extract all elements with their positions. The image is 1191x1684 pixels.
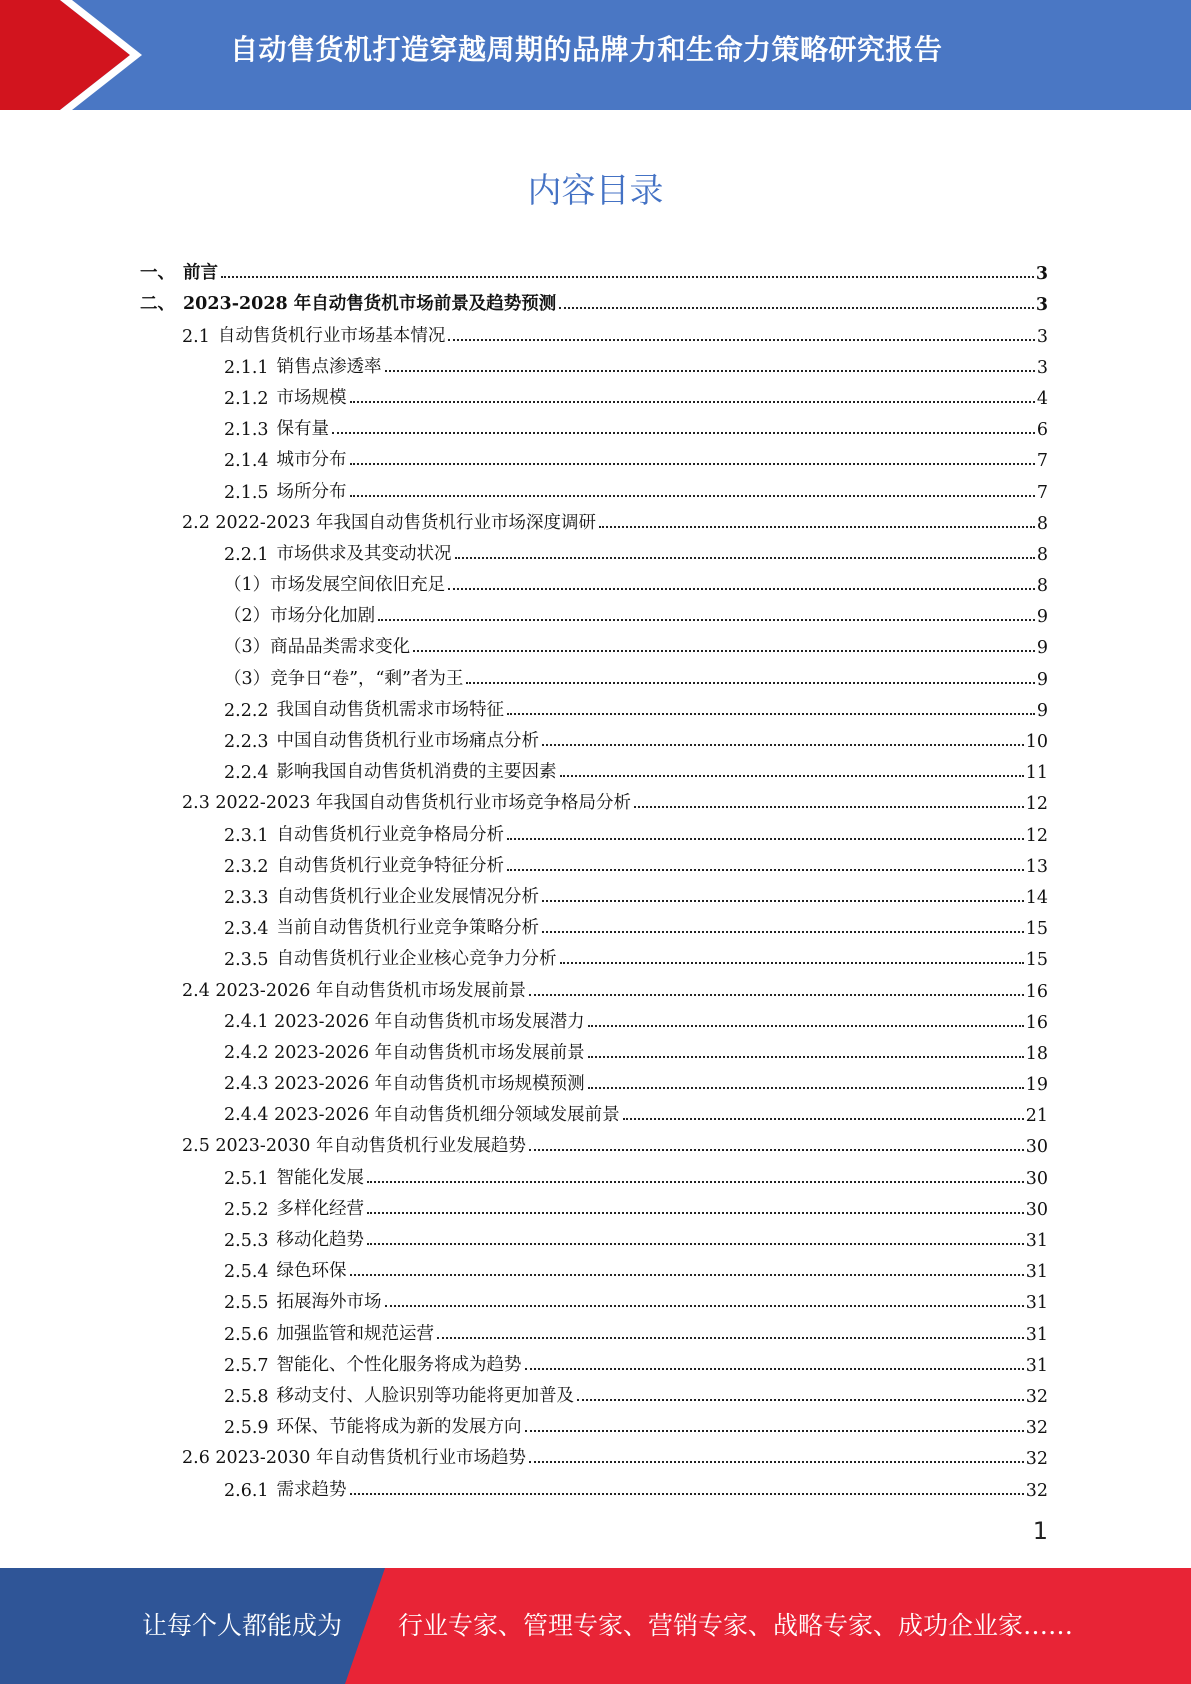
toc-entry-page: 15: [1025, 919, 1048, 940]
toc-dot-leader: [507, 713, 1035, 715]
toc-entry-number: 2.5.7: [224, 1355, 269, 1376]
toc-entry-page: 32: [1025, 1480, 1048, 1501]
toc-entry-page: 16: [1025, 981, 1048, 1002]
toc-dot-leader: [634, 806, 1024, 808]
toc-entry[interactable]: [140, 1345, 1048, 1376]
toc-dot-leader: [367, 1212, 1024, 1214]
toc-entry[interactable]: [140, 1033, 1048, 1064]
toc-entry-title: 移动化趋势: [276, 1230, 365, 1250]
toc-dot-leader: [623, 1118, 1024, 1120]
toc-entry-title: 2.4 2023-2026 年自动售货机市场发展前景: [182, 980, 526, 1001]
toc-entry[interactable]: [140, 1064, 1048, 1095]
toc-entry[interactable]: [140, 1220, 1048, 1251]
toc-entry-page: 9: [1036, 669, 1048, 690]
toc-dot-leader: [559, 307, 1034, 309]
toc-entry-number: 2.5.2: [224, 1199, 269, 1220]
toc-dot-leader: [529, 994, 1024, 996]
toc-entry-number: 2.3.4: [224, 919, 269, 940]
toc-entry[interactable]: [140, 970, 1048, 1001]
toc-entry-title: 2.4.4 2023-2026 年自动售货机细分领域发展前景: [224, 1105, 620, 1126]
toc-entry-number: 一、: [140, 263, 175, 284]
toc-dot-leader: [599, 526, 1035, 528]
toc-entry[interactable]: [140, 1189, 1048, 1220]
footer-slogan-left: 让每个人都能成为: [142, 1611, 343, 1640]
toc-entry-page: 10: [1025, 732, 1048, 752]
toc-entry-page: 4: [1036, 388, 1048, 409]
toc-entry[interactable]: [140, 1095, 1048, 1126]
toc-entry-page: 3: [1035, 264, 1048, 285]
report-title: 自动售货机打造穿越周期的品牌力和生命力策略研究报告: [230, 33, 943, 66]
toc-entry-page: 12: [1025, 825, 1048, 846]
toc-entry-title: 中国自动售货机行业市场痛点分析: [276, 731, 540, 751]
toc-entry[interactable]: [140, 534, 1048, 565]
toc-entry-title: （1）市场发展空间依旧充足: [224, 575, 446, 596]
toc-entry-number: 2.5.6: [224, 1324, 269, 1345]
toc-entry-title: 环保、节能将成为新的发展方向: [276, 1417, 522, 1438]
toc-entry-page: 32: [1025, 1449, 1048, 1470]
toc-entry-page: 31: [1025, 1293, 1048, 1314]
toc-entry-page: 3: [1036, 326, 1048, 347]
toc-entry[interactable]: [140, 1376, 1048, 1407]
toc-entry-number: 2.3.1: [224, 825, 269, 846]
toc-entry-number: 2.2.2: [224, 700, 269, 721]
toc-entry[interactable]: [140, 253, 1048, 284]
toc-entry-number: 2.5.1: [224, 1168, 269, 1189]
toc-entry-number: 2.3.2: [224, 856, 269, 877]
toc-dot-leader: [437, 1337, 1024, 1339]
toc-entry[interactable]: [140, 1407, 1048, 1438]
toc-entry-title: 影响我国自动售货机消费的主要因素: [276, 762, 557, 783]
toc-entry[interactable]: [140, 690, 1048, 721]
toc-entry-title: （2）市场分化加剧: [224, 606, 376, 627]
toc-dot-leader: [350, 401, 1035, 403]
toc-entry-page: 7: [1036, 482, 1048, 503]
toc-entry-title: 2.4.2 2023-2026 年自动售货机市场发展前景: [224, 1042, 585, 1063]
toc-entry[interactable]: [140, 315, 1048, 346]
toc-dot-leader: [413, 650, 1035, 652]
toc-dot-leader: [507, 869, 1024, 871]
toc-dot-leader: [332, 432, 1035, 434]
toc-entry-number: 2.1.5: [224, 482, 269, 503]
toc-entry-title: 2.4.1 2023-2026 年自动售货机市场发展潜力: [224, 1011, 585, 1032]
toc-entry-title: 当前自动售货机行业竞争策略分析: [276, 918, 540, 939]
toc-entry-title: 市场供求及其变动状况: [276, 543, 452, 564]
toc-dot-leader: [507, 838, 1024, 840]
toc-entry[interactable]: [140, 1002, 1048, 1033]
toc-entry-title: 移动支付、人脸识别等功能将更加普及: [276, 1385, 575, 1406]
toc-entry-title: 拓展海外市场: [276, 1292, 382, 1313]
toc-entry-number: 2.3.5: [224, 950, 269, 971]
toc-entry[interactable]: [140, 1313, 1048, 1344]
toc-dot-leader: [367, 1243, 1024, 1245]
toc-dot-leader: [350, 463, 1035, 465]
toc-entry-number: 2.5.4: [224, 1262, 269, 1283]
toc-dot-leader: [350, 1493, 1024, 1495]
toc-entry-title: 2.5 2023-2030 年自动售货机行业发展趋势: [182, 1136, 526, 1157]
page-footer: [0, 1568, 1191, 1684]
toc-dot-leader: [588, 1056, 1024, 1058]
toc-entry[interactable]: [140, 877, 1048, 908]
toc-entry[interactable]: [140, 814, 1048, 845]
toc-entry[interactable]: [140, 409, 1048, 440]
toc-dot-leader: [560, 775, 1024, 777]
toc-entry-page: 9: [1036, 638, 1048, 659]
toc-dot-leader: [448, 339, 1035, 341]
toc-entry-title: 自动售货机行业竞争格局分析: [276, 824, 505, 845]
toc-entry-number: 2.2.4: [224, 763, 269, 784]
toc-entry[interactable]: [140, 503, 1048, 534]
toc-entry-page: 31: [1025, 1324, 1048, 1345]
toc-dot-leader: [542, 931, 1024, 933]
toc-entry-page: 13: [1025, 856, 1048, 877]
toc-entry[interactable]: [140, 721, 1048, 752]
toc-entry-number: 二、: [140, 294, 175, 315]
toc-entry-title: 销售点渗透率: [276, 356, 382, 377]
toc-entry-title: 2.3 2022-2023 年我国自动售货机行业市场竞争格局分析: [182, 793, 631, 814]
toc-entry-number: 2.5.5: [224, 1293, 269, 1314]
toc-entry-page: 21: [1025, 1106, 1048, 1127]
toc-entry-title: 自动售货机行业企业核心竞争力分析: [276, 949, 557, 970]
toc-dot-leader: [525, 1368, 1024, 1370]
toc-entry[interactable]: [140, 378, 1048, 409]
toc-entry-title: （3）竞争日“卷”，“剩”者为王: [224, 668, 464, 689]
toc-dot-leader: [588, 1025, 1024, 1027]
toc-entry[interactable]: [140, 1251, 1048, 1282]
table-of-contents: [140, 253, 1048, 1501]
toc-dot-leader: [367, 1181, 1024, 1183]
toc-entry-title: 智能化、个性化服务将成为趋势: [276, 1354, 522, 1375]
toc-dot-leader: [455, 557, 1035, 559]
toc-entry-number: 2.5.9: [224, 1418, 269, 1439]
toc-dot-leader: [577, 1399, 1024, 1401]
toc-entry-number: 2.2.3: [224, 732, 269, 752]
toc-entry-page: 32: [1025, 1386, 1048, 1407]
toc-entry-page: 3: [1035, 295, 1048, 316]
toc-entry-title: 城市分布: [276, 450, 347, 471]
toc-entry[interactable]: [140, 1126, 1048, 1157]
toc-entry-title: （3）商品品类需求变化: [224, 637, 411, 658]
toc-entry-page: 8: [1036, 544, 1048, 565]
toc-entry-page: 31: [1025, 1231, 1048, 1251]
toc-entry[interactable]: [140, 1438, 1048, 1469]
toc-entry-page: 7: [1036, 451, 1048, 472]
toc-entry-number: 2.1.4: [224, 451, 269, 472]
toc-dot-leader: [378, 619, 1035, 621]
toc-entry-page: 9: [1036, 700, 1048, 721]
toc-dot-leader: [385, 1305, 1024, 1307]
toc-entry-number: 2.2.1: [224, 544, 269, 565]
toc-entry-title: 场所分布: [276, 481, 347, 502]
toc-entry[interactable]: [140, 658, 1048, 689]
toc-entry[interactable]: [140, 284, 1048, 315]
toc-entry-page: 19: [1025, 1075, 1048, 1096]
toc-entry-page: 11: [1025, 763, 1048, 784]
toc-entry-page: 31: [1025, 1262, 1048, 1283]
toc-entry-page: 16: [1025, 1012, 1048, 1033]
toc-dot-leader: [350, 1274, 1024, 1276]
toc-dot-leader: [221, 276, 1034, 278]
toc-entry-title: 前言: [183, 263, 218, 284]
toc-entry-title: 自动售货机行业市场基本情况: [217, 325, 446, 346]
toc-entry-page: 8: [1036, 576, 1048, 597]
toc-entry-title: 保有量: [276, 419, 330, 440]
toc-entry[interactable]: [140, 596, 1048, 627]
toc-entry-page: 12: [1025, 794, 1048, 815]
toc-entry[interactable]: [140, 471, 1048, 502]
toc-entry-page: 6: [1036, 420, 1048, 441]
toc-entry[interactable]: [140, 1157, 1048, 1188]
toc-entry-title: 需求趋势: [276, 1479, 347, 1500]
toc-entry-title: 自动售货机行业企业发展情况分析: [276, 886, 540, 907]
toc-dot-leader: [560, 962, 1024, 964]
toc-dot-leader: [385, 370, 1035, 372]
toc-dot-leader: [529, 1149, 1024, 1151]
toc-entry-page: 31: [1025, 1355, 1048, 1376]
toc-entry-number: 2.5.3: [224, 1231, 269, 1251]
toc-entry-page: 30: [1025, 1137, 1048, 1158]
toc-entry-page: 3: [1036, 357, 1048, 378]
toc-entry-page: 32: [1025, 1418, 1048, 1439]
toc-entry-page: 9: [1036, 607, 1048, 628]
toc-dot-leader: [542, 900, 1024, 902]
toc-entry[interactable]: [140, 846, 1048, 877]
toc-entry-title: 2.6 2023-2030 年自动售货机行业市场趋势: [182, 1448, 526, 1469]
toc-dot-leader: [466, 682, 1034, 684]
toc-entry[interactable]: [140, 627, 1048, 658]
toc-entry-number: 2.5.8: [224, 1386, 269, 1407]
toc-entry-page: 30: [1025, 1199, 1048, 1220]
toc-entry[interactable]: [140, 908, 1048, 939]
toc-entry[interactable]: [140, 783, 1048, 814]
toc-entry[interactable]: [140, 1469, 1048, 1500]
toc-entry-title: 2.4.3 2023-2026 年自动售货机市场规模预测: [224, 1074, 585, 1095]
toc-entry[interactable]: [140, 939, 1048, 970]
toc-entry-number: 2.1.2: [224, 388, 269, 409]
toc-entry[interactable]: [140, 1282, 1048, 1313]
toc-entry-page: 15: [1025, 950, 1048, 971]
toc-entry-page: 8: [1036, 513, 1048, 534]
toc-dot-leader: [542, 744, 1024, 746]
toc-entry[interactable]: [140, 752, 1048, 783]
toc-dot-leader: [350, 495, 1035, 497]
toc-entry-page: 30: [1025, 1168, 1048, 1189]
page-header: [0, 0, 1191, 110]
page-number: 1: [1032, 1517, 1048, 1545]
toc-entry-page: 14: [1025, 887, 1048, 908]
toc-dot-leader: [448, 588, 1035, 590]
toc-entry-title: 市场规模: [276, 387, 347, 408]
toc-entry-title: 绿色环保: [276, 1261, 347, 1282]
toc-entry[interactable]: [140, 440, 1048, 471]
toc-entry-title: 我国自动售货机需求市场特征: [276, 699, 505, 720]
toc-entry-title: 智能化发展: [276, 1167, 365, 1188]
toc-entry-number: 2.1.1: [224, 357, 269, 378]
toc-entry-number: 2.1.3: [224, 420, 269, 441]
toc-entry-page: 18: [1025, 1043, 1048, 1064]
toc-entry[interactable]: [140, 565, 1048, 596]
toc-dot-leader: [525, 1430, 1024, 1432]
toc-entry-title: 多样化经营: [276, 1198, 365, 1219]
toc-heading: 内容目录: [527, 171, 664, 211]
toc-entry-number: 2.3.3: [224, 887, 269, 908]
toc-entry-title: 自动售货机行业竞争特征分析: [276, 855, 505, 876]
toc-entry[interactable]: [140, 347, 1048, 378]
toc-dot-leader: [529, 1461, 1024, 1463]
toc-entry-title: 2.2 2022-2023 年我国自动售货机行业市场深度调研: [182, 512, 596, 533]
toc-entry-title: 2023-2028 年自动售货机市场前景及趋势预测: [183, 294, 557, 315]
toc-entry-number: 2.6.1: [224, 1480, 269, 1501]
toc-dot-leader: [588, 1087, 1024, 1089]
toc-entry-title: 加强监管和规范运营: [276, 1323, 435, 1344]
toc-entry-number: 2.1: [182, 326, 210, 347]
footer-slogan-right: 行业专家、管理专家、营销专家、战略专家、成功企业家……: [398, 1611, 1074, 1640]
